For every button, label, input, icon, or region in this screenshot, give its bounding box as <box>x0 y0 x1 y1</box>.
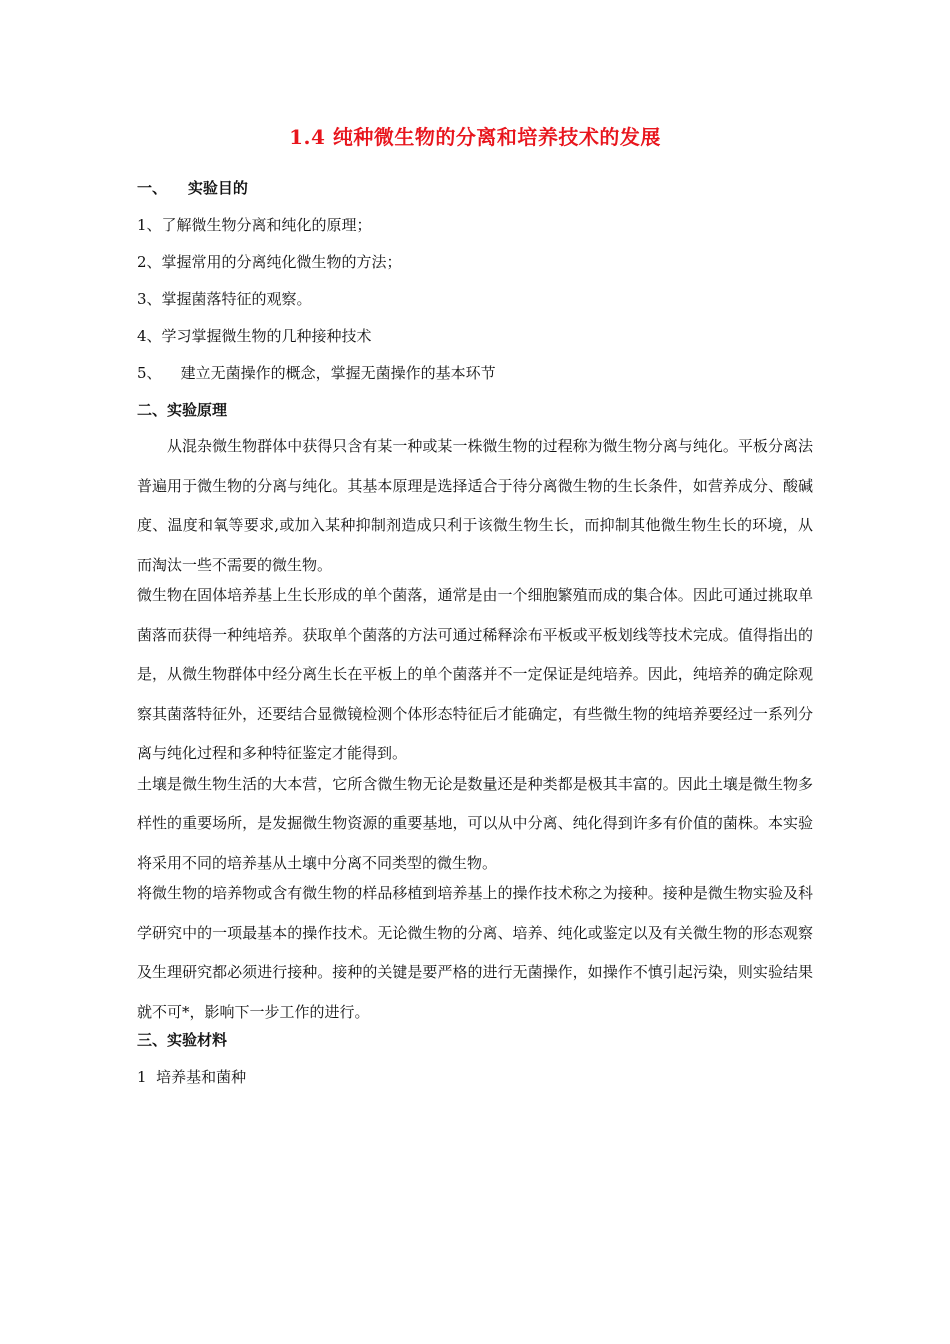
section-heading-principle: 二、实验原理 <box>137 401 228 419</box>
objective-item: 4、学习掌握微生物的几种接种技术 <box>137 327 372 345</box>
principle-paragraph: 微生物在固体培养基上生长形成的单个菌落，通常是由一个细胞繁殖而成的集合体。因此可通过挑取单菌落而获得一种纯培养。获取单个菌落的方法可通过稀释涂布平板或平板划线等技术完成。值得指出的是，从微生物群体中经分离生长在平板上的单个菌落并不一定保证是纯培养。因此，纯培养的确定除观察其菌落特征外，还要结合显微镜检测个体形态特征后才能确定，有些微生物的纯培养要经过一系列分离与纯化过程和多种特征鉴定才能得到。 <box>137 586 813 762</box>
section-heading-materials: 三、实验材料 <box>137 1031 228 1049</box>
objective-item: 5、 建立无菌操作的概念，掌握无菌操作的基本环节 <box>137 364 496 382</box>
principle-paragraph: 从混杂微生物群体中获得只含有某一种或某一株微生物的过程称为微生物分离与纯化。平板分离法普遍用于微生物的分离与纯化。其基本原理是选择适合于待分离微生物的生长条件，如营养成分、酸碱度、温度和氧等要求,或加入某种抑制剂造成只利于该微生物生长，而抑制其他微生物生长的环境，从而淘汰一些不需要的微生物。 <box>137 437 813 574</box>
document-title: 1.4 纯种微生物的分离和培养技术的发展 <box>289 125 661 149</box>
principle-paragraph: 土壤是微生物生活的大本营，它所含微生物无论是数量还是种类都是极其丰富的。因此土壤是微生物多样性的重要场所，是发掘微生物资源的重要基地，可以从中分离、纯化得到许多有价值的菌株。本实验将采用不同的培养基从土壤中分离不同类型的微生物。 <box>137 774 813 872</box>
objective-item: 2、掌握常用的分离纯化微生物的方法； <box>137 253 402 271</box>
objective-item: 3、掌握菌落特征的观察。 <box>137 290 312 308</box>
section-heading-objectives: 一、 实验目的 <box>137 179 248 197</box>
objective-item: 1、了解微生物分离和纯化的原理； <box>137 216 372 234</box>
document-page <box>137 118 813 1104</box>
material-item: 1 培养基和菌种 <box>137 1068 247 1086</box>
principle-paragraph: 将微生物的培养物或含有微生物的样品移植到培养基上的操作技术称之为接种。接种是微生物实验及科学研究中的一项最基本的操作技术。无论微生物的分离、培养、纯化或鉴定以及有关微生物的形态观察及生理研究都必须进行接种。接种的关键是要严格的进行无菌操作，如操作不慎引起污染，则实验结果就不可*，影响下一步工作的进行。 <box>137 884 813 1021</box>
